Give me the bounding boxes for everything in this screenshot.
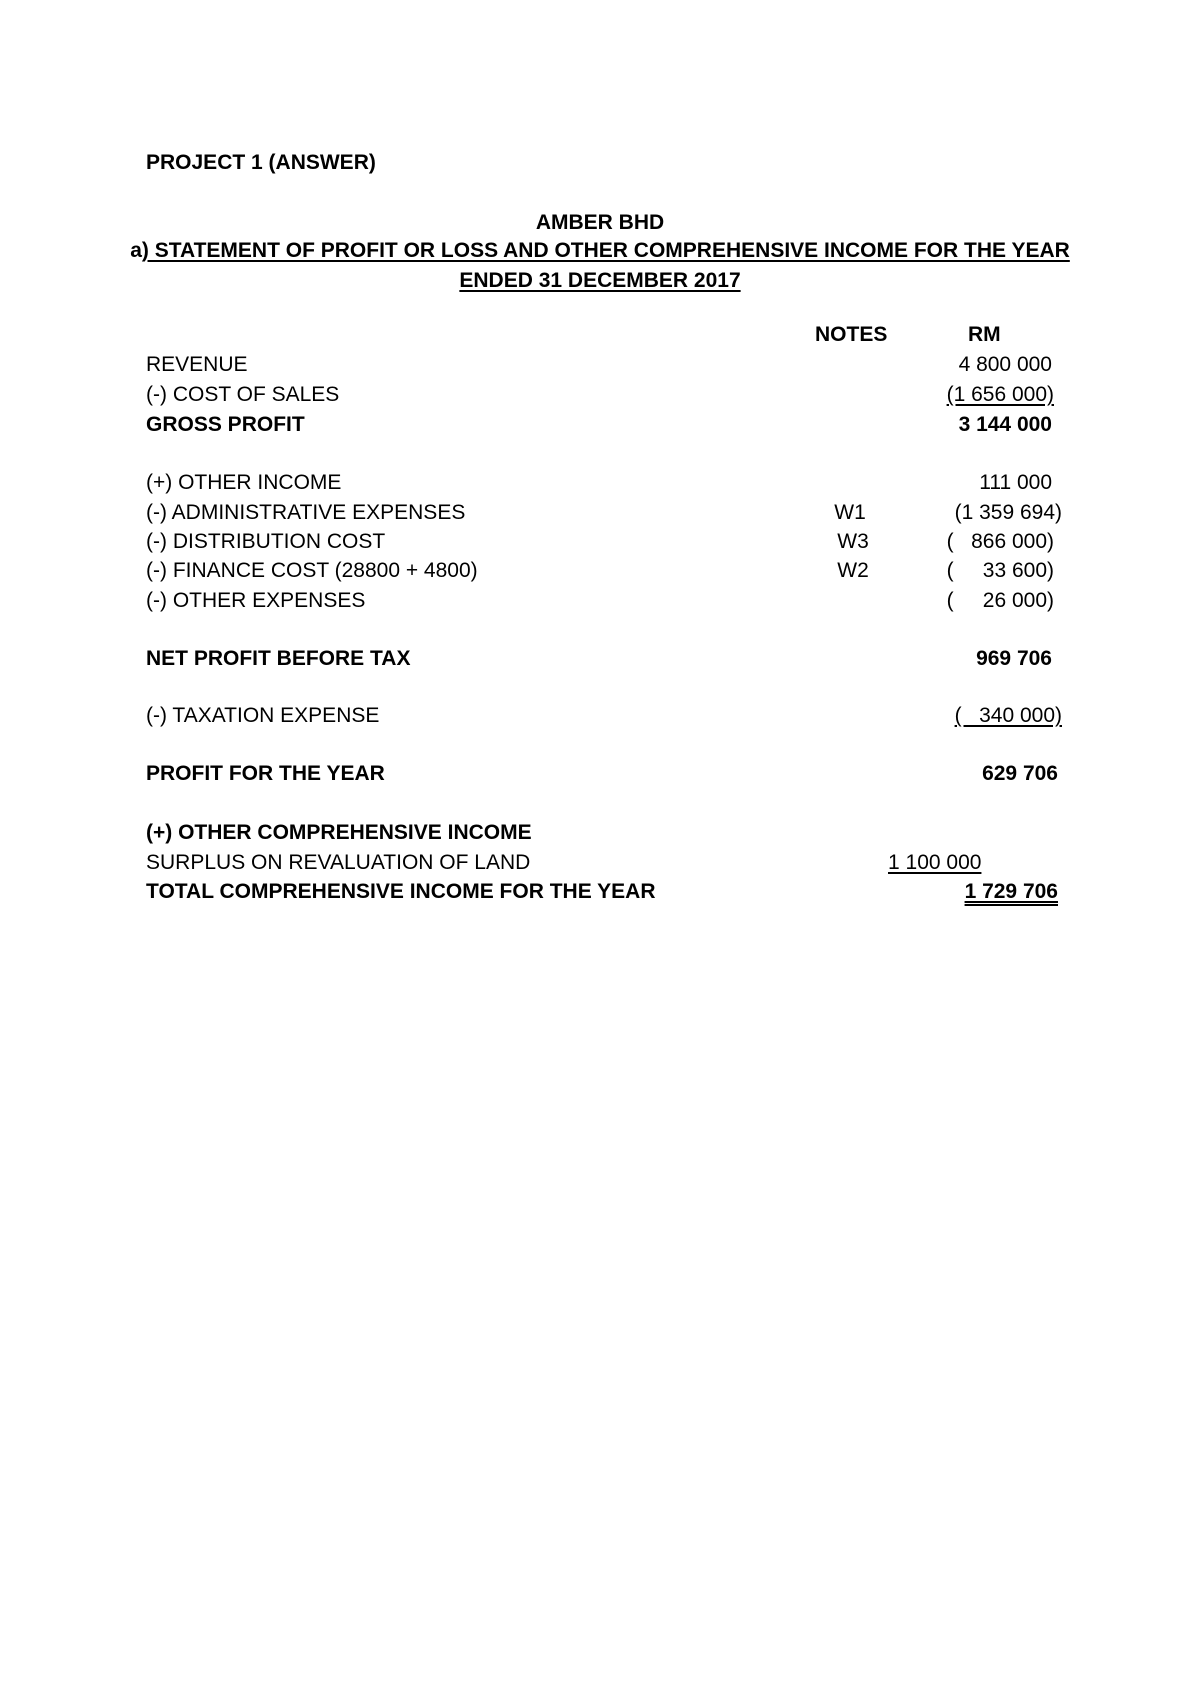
revenue-amount: 4 800 000 — [958, 353, 1052, 376]
statement-title-line-1 — [0, 238, 1200, 264]
other-expenses-amount: ( 26 000) — [946, 589, 1054, 612]
taxation-expense-amount: ( 340 000) — [954, 704, 1062, 727]
revaluation-surplus-amount: 1 100 000 — [888, 851, 982, 874]
currency-header: RM — [968, 323, 1001, 346]
revaluation-surplus-label: SURPLUS ON REVALUATION OF LAND — [146, 851, 531, 874]
taxation-expense-label: (-) TAXATION EXPENSE — [146, 704, 380, 727]
cost-of-sales-label: (-) COST OF SALES — [146, 383, 340, 406]
distribution-cost-label: (-) DISTRIBUTION COST — [146, 530, 386, 553]
distribution-cost-note: W3 — [837, 530, 869, 553]
profit-for-year-label: PROFIT FOR THE YEAR — [146, 762, 385, 785]
other-income-label: (+) OTHER INCOME — [146, 471, 342, 494]
statement-title-line-2: ENDED 31 DECEMBER 2017 — [459, 269, 741, 292]
statement-title-text: ) STATEMENT OF PROFIT OR LOSS AND OTHER COMPREHENSIVE INCOME FOR THE YEAR — [141, 239, 1070, 262]
finance-cost-note: W2 — [837, 559, 869, 582]
net-profit-before-tax-amount: 969 706 — [976, 647, 1052, 670]
notes-header: NOTES — [815, 323, 888, 346]
statement-prefix: a — [130, 239, 142, 262]
distribution-cost-amount: ( 866 000) — [946, 530, 1054, 553]
oci-heading: (+) OTHER COMPREHENSIVE INCOME — [146, 821, 532, 844]
admin-expenses-note: W1 — [834, 501, 866, 524]
admin-expenses-label: (-) ADMINISTRATIVE EXPENSES — [146, 501, 466, 524]
revenue-label: REVENUE — [146, 353, 248, 376]
admin-expenses-amount: (1 359 694) — [954, 501, 1062, 524]
project-title: PROJECT 1 (ANSWER) — [146, 151, 376, 174]
finance-cost-label: (-) FINANCE COST (28800 + 4800) — [146, 559, 478, 582]
company-name: AMBER BHD — [535, 211, 665, 234]
total-comprehensive-income-label: TOTAL COMPREHENSIVE INCOME FOR THE YEAR — [146, 880, 656, 903]
finance-cost-amount: ( 33 600) — [946, 559, 1054, 582]
total-comprehensive-income-amount: 1 729 706 — [964, 880, 1058, 903]
cost-of-sales-amount: (1 656 000) — [946, 383, 1054, 406]
profit-for-year-amount: 629 706 — [982, 762, 1058, 785]
gross-profit-label: GROSS PROFIT — [146, 413, 305, 436]
other-expenses-label: (-) OTHER EXPENSES — [146, 589, 366, 612]
gross-profit-amount: 3 144 000 — [958, 413, 1052, 436]
other-income-amount: 111 000 — [979, 471, 1052, 494]
net-profit-before-tax-label: NET PROFIT BEFORE TAX — [146, 647, 411, 670]
